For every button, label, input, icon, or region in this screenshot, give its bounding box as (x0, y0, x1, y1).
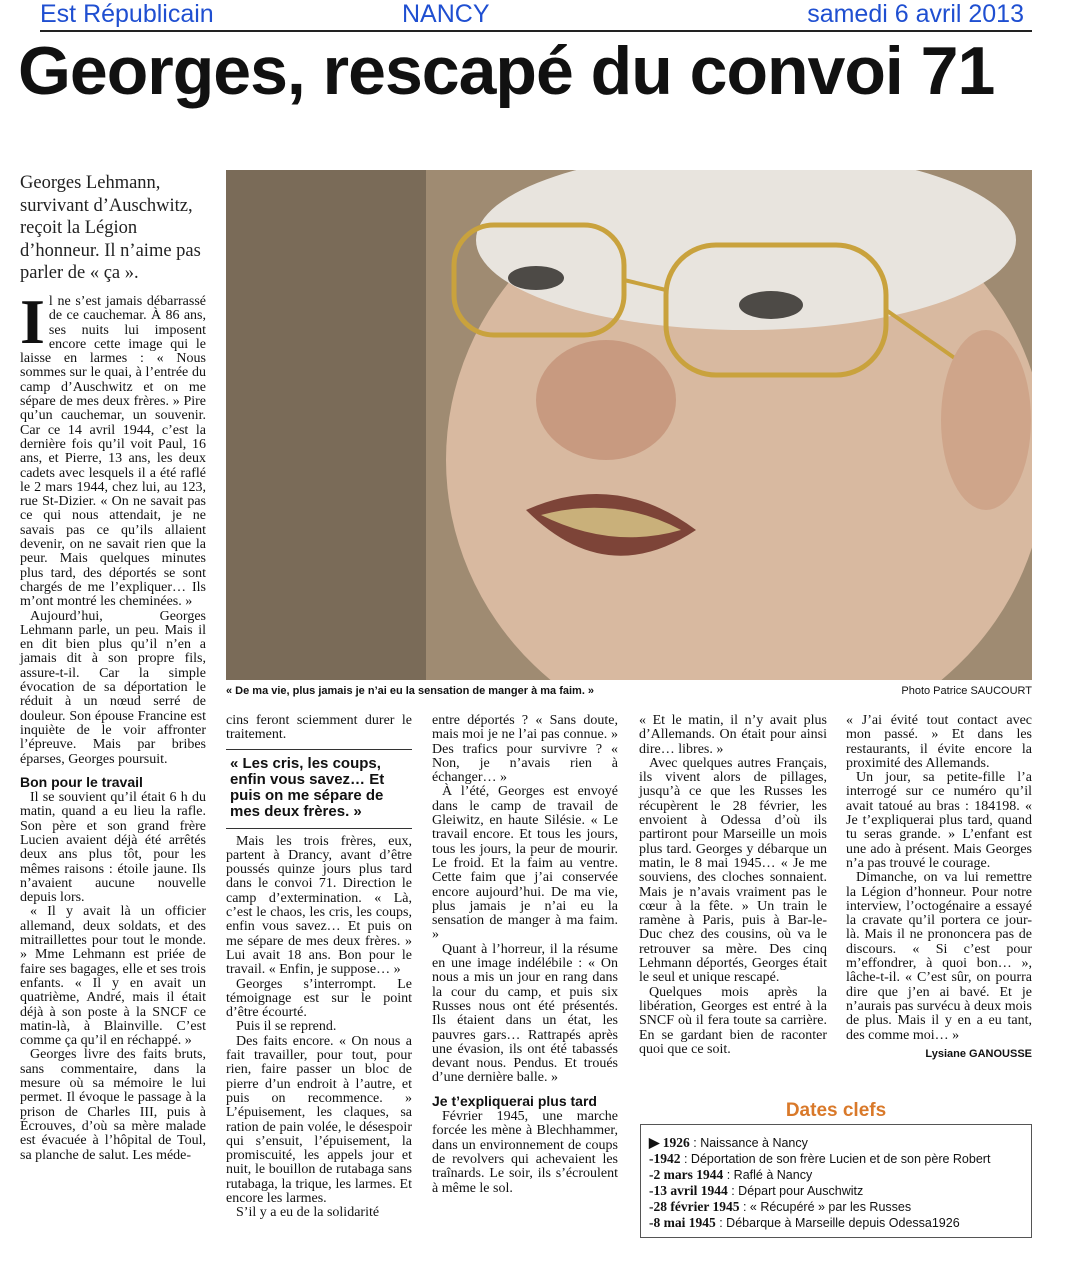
column-5 (846, 714, 1032, 1061)
date-entry (649, 1135, 1025, 1151)
paragraph: « Et le matin, il n’y avait plus d’Allemands. On était pour ainsi dire… libres. » (639, 713, 827, 757)
caption-text: « De ma vie, plus jamais je n’ai eu la sensation de manger à ma faim. » (226, 685, 595, 697)
column-3 (432, 714, 618, 1196)
date-label: ▶ 1926 (649, 1135, 690, 1150)
paragraph: « J’ai évité tout contact avec mon passé. » Et dans les restaurants, il évite encore la proximité des Allemands. (846, 713, 1032, 771)
newspaper-name: Est Républicain (40, 0, 214, 28)
photo-credit: Photo Patrice SAUCOURT (901, 685, 1032, 697)
paragraph: Georges s’interrompt. Le témoignage est sur le point d’être écourté. (226, 976, 412, 1021)
date-entry (649, 1151, 1025, 1167)
date-text: : Déportation de son frère Lucien et de son père Robert (683, 1152, 991, 1166)
column-1 (20, 286, 206, 1163)
paragraph: Mais les trois frères, eux, partent à Drancy, avant d’être poussés quinze jours plus tard dans le convoi 71. Direction le camp d’extermination. « Là, c’est le chaos, les cris, les coups, enfin vous savez… Et puis on me sépare de mes deux frères. » Lui avait 18 ans. Bon pour le travail. « Enfin, je suppose… » (226, 833, 412, 978)
photo-caption (226, 683, 1032, 701)
paragraph: l ne s’est jamais débarrassé de ce cauchemar. À 86 ans, ses nuits lui imposent encore cette image qui le laisse en larmes : « Nous sommes sur le quai, à l’entrée du camp d’Auschwitz et on me sépare de mes deux frères. » Pire qu’un cauchemar, un souvenir. Car ce 14 avril 1944, c’est la dernière fois qu’il voit Paul, 16 ans, et Pierre, 13 ans, les deux cadets avec lesquels il a été raflé le 2 mars 1944, chez lui, au 123, rue St-Dizier. « On ne savait pas ce qui nous attendait, je ne savais pas ce qu’ils allaient devenir, on ne savait rien que la peur. Mais quelques minutes plus tard, des déportés se sont chargés de me l’expliquer… Ils m’ont montré les cheminées. » (20, 294, 206, 610)
subheading: Je t’expliquerai plus tard (432, 1092, 597, 1109)
author-signature: Lysiane GANOUSSE (925, 1047, 1032, 1060)
date-label: -13 avril 1944 (649, 1183, 728, 1198)
paragraph: cins feront sciemment durer le traitement. (226, 713, 412, 743)
paragraph: Dimanche, on va lui remettre la Légion d’honneur. Pour notre interview, l’octogénaire a essayé la cravate qu’il portera ce jour-là. Mais il ne prononcera pas de discours. « Si c’est pour m’effondrer, à quoi bon… », lâche-t-il. « C’est sûr, on pourra dire que j’en ai bavé. Et je n’aurais pas survécu à deux mois de plus. Mais il y en a eu tant, des comme moi… » (846, 870, 1032, 1043)
paragraph: Avec quelques autres Français, ils vivent alors de pillages, jusqu’à ce que les Russes les récupèrent le 28 février, les envoient à Odessa d’où ils partiront pour Marseille un mois plus tard. Georges y débarque un matin, le 8 mai 1945… « Je me souviens, des cloches sonnaient. Mais je n’avais vraiment pas le cœur à la fête. » Un train le ramène à Paris, puis à Bar-le-Duc chez des cousins, où va le retrouver sa mère. Des cinq Lehmann déportés, Georges était le seul et unique rescapé. (639, 755, 827, 986)
headline: Georges, rescapé du convoi 71 (18, 33, 995, 109)
drop-cap: I (20, 286, 45, 357)
date-label: -1942 (649, 1151, 681, 1166)
date-text: : « Récupéré » par les Russes (742, 1200, 912, 1214)
date-entry (649, 1215, 1025, 1231)
paragraph: Quelques mois après la libération, Georges est entré à la SNCF où il fera toute sa carrière. En se gardant bien de raconter quoi que ce soit. (639, 984, 827, 1057)
date-label: -28 février 1945 (649, 1199, 740, 1214)
paragraph: Un jour, sa petite-fille l’a interrogé sur ce numéro qu’il avait tatoué au bras : 184198. « Je t’expliquerai plus tard, quand tu seras grande. » L’enfant est une ado à présent. Mais Georges n’a pas trouvé le courage. (846, 770, 1032, 871)
date-label: -8 mai 1945 (649, 1215, 716, 1230)
paragraph: Des faits encore. « On nous a fait travailler, pour tout, pour rien, faire passer un bloc de pierre d’un endroit à l’autre, et puis on recommence. » L’épuisement, les claques, sa ration de pain volée, le désespoir qui s’ensuit, l’épuisement, la promiscuité, les appels jour et nuit, le bouillon de rutabaga sans rutabaga, la trique, les larmes. Et encore les larmes. (226, 1033, 412, 1207)
paragraph: entre déportés ? « Sans doute, mais moi je ne l’ai pas connue. » Des trafics pour survivre ? « Non, je n’avais rien à échanger… » (432, 713, 618, 786)
edition-city: NANCY (402, 0, 490, 28)
paragraph: S’il y a eu de la solidarité (236, 1205, 380, 1221)
masthead (40, 0, 1032, 32)
subheading: Bon pour le travail (20, 773, 143, 790)
date-label: -2 mars 1944 (649, 1167, 724, 1182)
date-text: : Naissance à Nancy (693, 1136, 808, 1150)
column-4 (639, 714, 827, 1057)
date-entry (649, 1199, 1025, 1215)
column-2 (226, 714, 412, 1221)
portrait-photo (226, 170, 1032, 680)
date-entry (649, 1167, 1025, 1183)
portrait-illustration (226, 170, 1032, 680)
paragraph: À l’été, Georges est envoyé dans le camp de travail de Gleiwitz, en haute Silésie. « Le travail encore. Et tous les jours, tous les jours, la peur de mourir. Le froid. Et la faim au ventre. Cette faim que j’ai conservée encore aujourd’hui. De ma vie, plus jamais je n’ai eu la sensation de manger à ma faim. » (432, 784, 618, 943)
date-text: : Raflé à Nancy (726, 1168, 813, 1182)
paragraph: « Il y avait là un officier allemand, deux soldats, et des mitraillettes pour tout le monde. » Mme Lehmann est priée de faire ses bagages, elle et ses trois enfants. « Il y en avait un quatrième, André, mais il était déjà à son poste à la SNCF ce matin-là, à Blainville. C’est comme ça qu’il en réchappé. » (20, 904, 206, 1049)
paragraph: Février 1945, une marche forcée les mène à Blechhammer, dans un environnement de coups de revolvers qui achevaient les traînards. Le soir, ils s’écroulent à même le sol. (432, 1109, 618, 1196)
paragraph: Quant à l’horreur, il la résume en une image indélébile : « On nous a mis un jour en rang dans la cour du camp, et puis six Russes nous ont été présentés. Ils étaient dans un état, les pauvres gars… Rattrapés après une évasion, ils ont été tabassés devant nous. Pendus. Et troués d’une dernière balle. » (432, 941, 618, 1086)
date-text: : Départ pour Auschwitz (731, 1184, 864, 1198)
date-entry (649, 1183, 1025, 1199)
dates-title: Dates clefs (785, 1100, 887, 1121)
paragraph: Puis il se reprend. (236, 1019, 337, 1035)
dates-box (640, 1124, 1032, 1238)
paragraph: Aujourd’hui, Georges Lehmann parle, un peu. Mais il en dit bien plus qu’il n’en a jamais dit à son propre fils, assure-t-il. Car la simple évocation de sa déportation le réduit à un nœud serré de douleur. Son épouse Francine est inquiète de le voir affronter l’épreuve. Mais par bribes éparses, Georges poursuit. (20, 608, 206, 767)
standfirst: Georges Lehmann, survivant d’Auschwitz, reçoit la Légion d’honneur. Il n’aime pas parler de « ça ». (20, 173, 201, 283)
paragraph: Georges livre des faits bruts, sans commentaire, dans la mesure où sa mémoire le lui permet. Il évoque le passage à la prison de Charles III, puis à Écrouves, d’où sa mère malade est évacuée à l’hôpital de Toul, sa planche de salut. Les méde- (20, 1047, 206, 1163)
pull-quote: « Les cris, les coups, enfin vous savez… Et puis on me sépare de mes deux frères. » (226, 749, 412, 829)
publication-date: samedi 6 avril 2013 (807, 0, 1024, 28)
date-text: : Débarque à Marseille depuis Odessa1926 (719, 1216, 960, 1230)
paragraph: Il se souvient qu’il était 6 h du matin, quand a eu lieu la rafle. Son père et son grand frère Lucien avaient déjà été arrêtés deux ans plus tôt, pour les mêmes raisons : étoile jaune. Ils n’avaient aucune nouvelle depuis lors. (20, 790, 206, 906)
